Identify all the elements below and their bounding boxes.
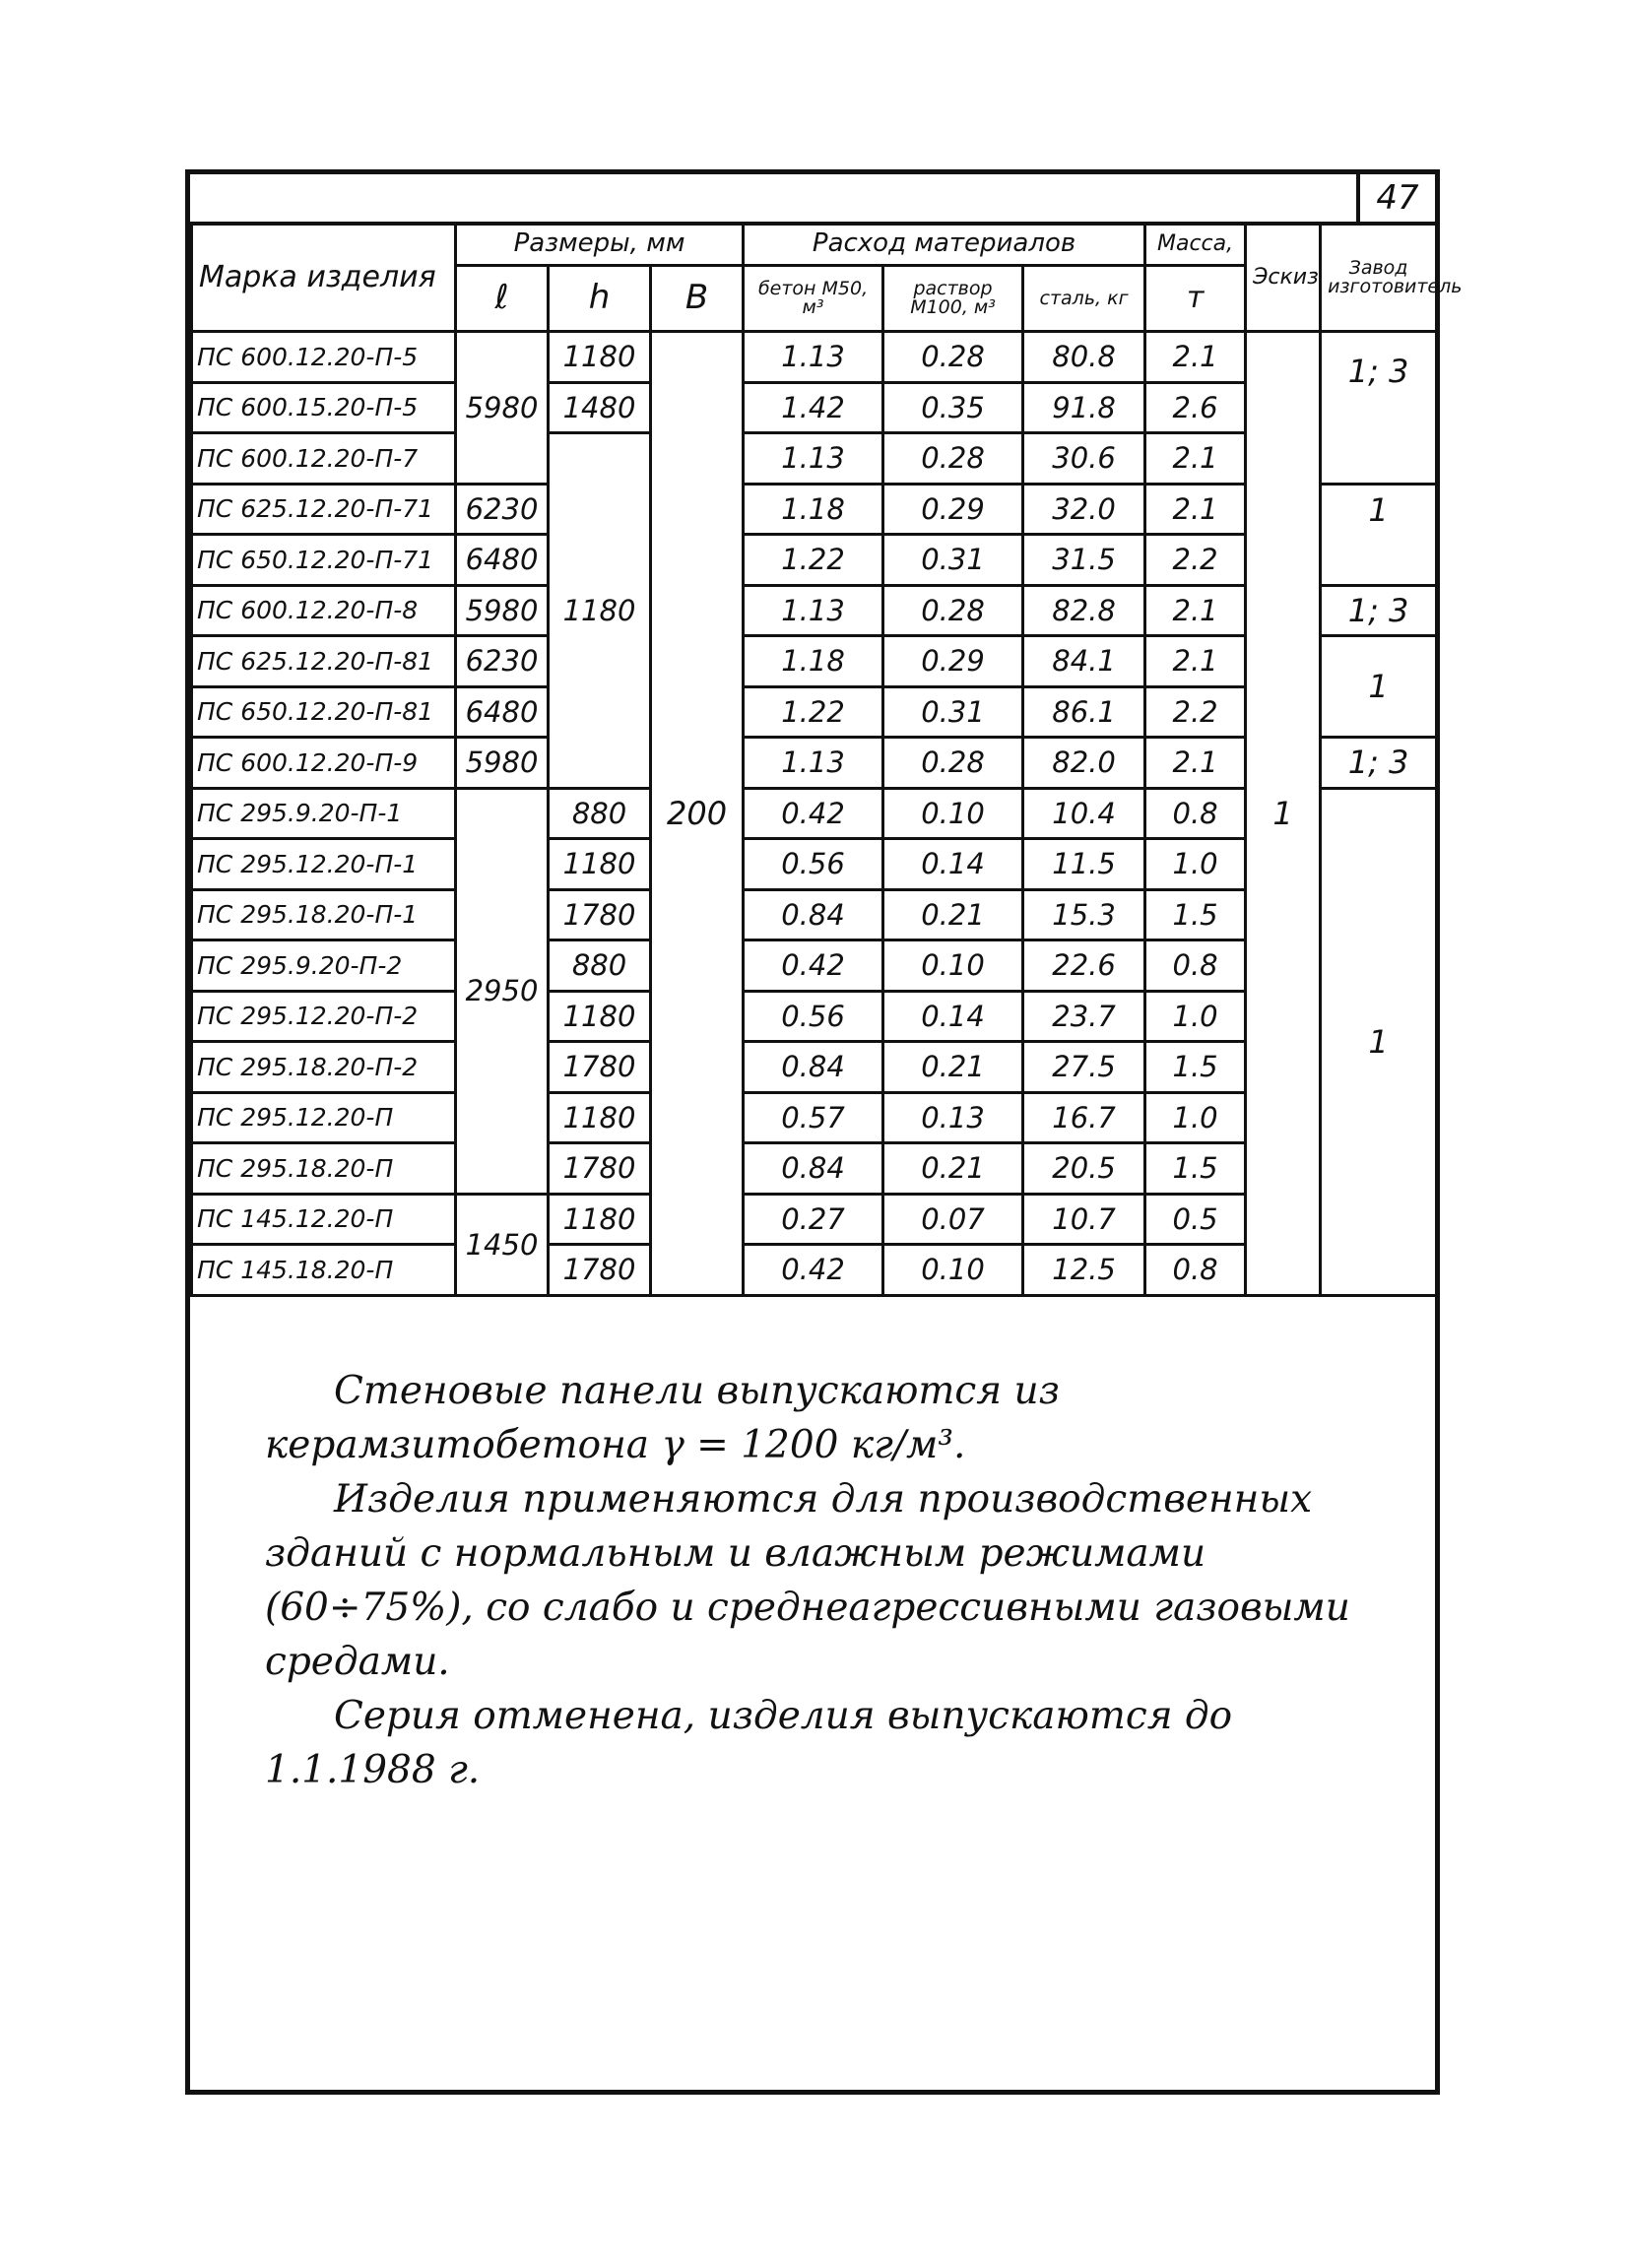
maker-cell: 1 bbox=[1321, 484, 1437, 585]
mortar-cell: 0.14 bbox=[883, 991, 1023, 1042]
header-mass: Масса, bbox=[1145, 224, 1246, 266]
height-cell: 1180 bbox=[549, 839, 651, 890]
panels-spec-table bbox=[190, 222, 1463, 1297]
header-mark: Марка изделия bbox=[192, 224, 456, 332]
mortar-cell: 0.29 bbox=[883, 484, 1023, 535]
note-application: Изделия применяются для производственных зданий с нормальным и влажным режимами (60÷75%), со слабо и среднеагрессивными газовыми средами. bbox=[265, 1477, 1350, 1684]
length-cell: 5980 bbox=[456, 738, 549, 789]
mass-cell: 0.8 bbox=[1145, 940, 1246, 992]
mass-cell: 0.8 bbox=[1145, 788, 1246, 839]
mass-cell: 2.1 bbox=[1145, 738, 1246, 789]
mass-cell: 1.0 bbox=[1145, 1092, 1246, 1143]
mortar-cell: 0.10 bbox=[883, 1245, 1023, 1296]
mortar-cell: 0.13 bbox=[883, 1092, 1023, 1143]
mass-cell: 0.8 bbox=[1145, 1245, 1246, 1296]
mortar-cell: 0.31 bbox=[883, 535, 1023, 586]
height-cell: 1780 bbox=[549, 889, 651, 940]
mortar-cell: 0.31 bbox=[883, 686, 1023, 738]
steel-cell: 91.8 bbox=[1023, 382, 1145, 433]
mass-cell: 2.1 bbox=[1145, 332, 1246, 383]
notes-block bbox=[265, 1364, 1388, 1797]
header-mass-unit: т bbox=[1145, 266, 1246, 332]
header-dims: Размеры, мм bbox=[456, 224, 744, 266]
mortar-cell: 0.10 bbox=[883, 788, 1023, 839]
steel-cell: 15.3 bbox=[1023, 889, 1145, 940]
height-cell: 1180 bbox=[549, 991, 651, 1042]
steel-cell: 22.6 bbox=[1023, 940, 1145, 992]
mortar-cell: 0.14 bbox=[883, 839, 1023, 890]
mass-cell: 2.1 bbox=[1145, 433, 1246, 485]
mass-cell: 2.1 bbox=[1145, 585, 1246, 636]
mark-cell: ПС 145.12.20-П bbox=[192, 1194, 456, 1245]
concrete-cell: 1.18 bbox=[744, 484, 883, 535]
header-mortar: раствор М100, м³ bbox=[883, 266, 1023, 332]
height-cell: 1180 bbox=[549, 1194, 651, 1245]
mark-cell: ПС 295.12.20-П bbox=[192, 1092, 456, 1143]
mortar-cell: 0.07 bbox=[883, 1194, 1023, 1245]
drawing-sheet bbox=[185, 169, 1463, 2095]
mortar-cell: 0.35 bbox=[883, 382, 1023, 433]
mark-cell: ПС 650.12.20-П-71 bbox=[192, 535, 456, 586]
steel-cell: 20.5 bbox=[1023, 1143, 1145, 1195]
concrete-cell: 0.42 bbox=[744, 940, 883, 992]
header-concrete: бетон М50, м³ bbox=[744, 266, 883, 332]
mortar-cell: 0.21 bbox=[883, 1143, 1023, 1195]
mass-cell: 2.2 bbox=[1145, 535, 1246, 586]
length-cell: 6230 bbox=[456, 636, 549, 687]
mark-cell: ПС 295.18.20-П-1 bbox=[192, 889, 456, 940]
length-cell: 6480 bbox=[456, 535, 549, 586]
steel-cell: 12.5 bbox=[1023, 1245, 1145, 1296]
concrete-cell: 0.27 bbox=[744, 1194, 883, 1245]
maker-cell: 1 bbox=[1321, 636, 1437, 738]
concrete-cell: 0.56 bbox=[744, 991, 883, 1042]
mark-cell: ПС 600.15.20-П-5 bbox=[192, 382, 456, 433]
mass-cell: 2.2 bbox=[1145, 686, 1246, 738]
mark-cell: ПС 295.18.20-П-2 bbox=[192, 1042, 456, 1093]
mark-cell: ПС 600.12.20-П-8 bbox=[192, 585, 456, 636]
height-cell: 1480 bbox=[549, 382, 651, 433]
concrete-cell: 1.42 bbox=[744, 382, 883, 433]
height-cell: 1180 bbox=[549, 433, 651, 789]
mortar-cell: 0.28 bbox=[883, 433, 1023, 485]
mark-cell: ПС 600.12.20-П-9 bbox=[192, 738, 456, 789]
mark-cell: ПС 625.12.20-П-81 bbox=[192, 636, 456, 687]
mortar-cell: 0.28 bbox=[883, 332, 1023, 383]
mark-cell: ПС 295.9.20-П-2 bbox=[192, 940, 456, 992]
mass-cell: 1.5 bbox=[1145, 889, 1246, 940]
mark-cell: ПС 295.9.20-П-1 bbox=[192, 788, 456, 839]
length-cell: 6230 bbox=[456, 484, 549, 535]
steel-cell: 82.0 bbox=[1023, 738, 1145, 789]
concrete-cell: 1.13 bbox=[744, 738, 883, 789]
title-strip bbox=[190, 174, 1435, 226]
header-dim-h: h bbox=[549, 266, 651, 332]
mass-cell: 1.5 bbox=[1145, 1143, 1246, 1195]
concrete-cell: 1.18 bbox=[744, 636, 883, 687]
mortar-cell: 0.10 bbox=[883, 940, 1023, 992]
concrete-cell: 1.13 bbox=[744, 585, 883, 636]
mortar-cell: 0.21 bbox=[883, 1042, 1023, 1093]
height-cell: 880 bbox=[549, 788, 651, 839]
height-cell: 1780 bbox=[549, 1042, 651, 1093]
length-cell: 6480 bbox=[456, 686, 549, 738]
steel-cell: 30.6 bbox=[1023, 433, 1145, 485]
steel-cell: 23.7 bbox=[1023, 991, 1145, 1042]
header-maker: Завод изготовитель bbox=[1321, 224, 1437, 332]
steel-cell: 32.0 bbox=[1023, 484, 1145, 535]
concrete-cell: 0.56 bbox=[744, 839, 883, 890]
header-dim-l: ℓ bbox=[456, 266, 549, 332]
mortar-cell: 0.29 bbox=[883, 636, 1023, 687]
mass-cell: 2.1 bbox=[1145, 484, 1246, 535]
header-sketch: Эскиз bbox=[1246, 224, 1321, 332]
mass-cell: 1.5 bbox=[1145, 1042, 1246, 1093]
mark-cell: ПС 625.12.20-П-71 bbox=[192, 484, 456, 535]
page-number: 47 bbox=[1356, 174, 1435, 222]
steel-cell: 84.1 bbox=[1023, 636, 1145, 687]
mark-cell: ПС 295.12.20-П-2 bbox=[192, 991, 456, 1042]
table-row bbox=[192, 332, 1437, 383]
concrete-cell: 0.84 bbox=[744, 889, 883, 940]
steel-cell: 31.5 bbox=[1023, 535, 1145, 586]
mark-cell: ПС 650.12.20-П-81 bbox=[192, 686, 456, 738]
height-cell: 1180 bbox=[549, 1092, 651, 1143]
maker-cell: 1 bbox=[1321, 788, 1437, 1295]
mortar-cell: 0.28 bbox=[883, 585, 1023, 636]
mass-cell: 2.6 bbox=[1145, 382, 1246, 433]
maker-cell: 1; 3 bbox=[1321, 332, 1437, 485]
steel-cell: 10.4 bbox=[1023, 788, 1145, 839]
width-cell: 200 bbox=[651, 332, 744, 1296]
length-cell: 5980 bbox=[456, 332, 549, 485]
height-cell: 1180 bbox=[549, 332, 651, 383]
steel-cell: 80.8 bbox=[1023, 332, 1145, 383]
mortar-cell: 0.21 bbox=[883, 889, 1023, 940]
steel-cell: 10.7 bbox=[1023, 1194, 1145, 1245]
header-dim-b: B bbox=[651, 266, 744, 332]
concrete-cell: 0.42 bbox=[744, 1245, 883, 1296]
height-cell: 1780 bbox=[549, 1245, 651, 1296]
mark-cell: ПС 145.18.20-П bbox=[192, 1245, 456, 1296]
concrete-cell: 1.13 bbox=[744, 332, 883, 383]
steel-cell: 82.8 bbox=[1023, 585, 1145, 636]
note-material: Стеновые панели выпускаются из керамзитобетона γ = 1200 кг/м³. bbox=[265, 1369, 1060, 1467]
concrete-cell: 0.84 bbox=[744, 1143, 883, 1195]
steel-cell: 27.5 bbox=[1023, 1042, 1145, 1093]
length-cell: 5980 bbox=[456, 585, 549, 636]
height-cell: 1780 bbox=[549, 1143, 651, 1195]
mass-cell: 1.0 bbox=[1145, 991, 1246, 1042]
steel-cell: 16.7 bbox=[1023, 1092, 1145, 1143]
concrete-cell: 0.42 bbox=[744, 788, 883, 839]
mass-cell: 0.5 bbox=[1145, 1194, 1246, 1245]
note-cancelled: Серия отменена, изделия выпускаются до 1.1.1988 г. bbox=[265, 1694, 1233, 1792]
maker-cell: 1; 3 bbox=[1321, 585, 1437, 636]
sketch-cell: 1 bbox=[1246, 332, 1321, 1296]
concrete-cell: 1.22 bbox=[744, 686, 883, 738]
mass-cell: 2.1 bbox=[1145, 636, 1246, 687]
mark-cell: ПС 295.12.20-П-1 bbox=[192, 839, 456, 890]
length-cell: 2950 bbox=[456, 788, 549, 1194]
header-steel: сталь, кг bbox=[1023, 266, 1145, 332]
mark-cell: ПС 600.12.20-П-7 bbox=[192, 433, 456, 485]
height-cell: 880 bbox=[549, 940, 651, 992]
length-cell: 1450 bbox=[456, 1194, 549, 1295]
mass-cell: 1.0 bbox=[1145, 839, 1246, 890]
mark-cell: ПС 600.12.20-П-5 bbox=[192, 332, 456, 383]
mortar-cell: 0.28 bbox=[883, 738, 1023, 789]
concrete-cell: 1.13 bbox=[744, 433, 883, 485]
mark-cell: ПС 295.18.20-П bbox=[192, 1143, 456, 1195]
concrete-cell: 1.22 bbox=[744, 535, 883, 586]
concrete-cell: 0.84 bbox=[744, 1042, 883, 1093]
maker-cell: 1; 3 bbox=[1321, 738, 1437, 789]
steel-cell: 86.1 bbox=[1023, 686, 1145, 738]
steel-cell: 11.5 bbox=[1023, 839, 1145, 890]
concrete-cell: 0.57 bbox=[744, 1092, 883, 1143]
header-materials: Расход материалов bbox=[744, 224, 1145, 266]
